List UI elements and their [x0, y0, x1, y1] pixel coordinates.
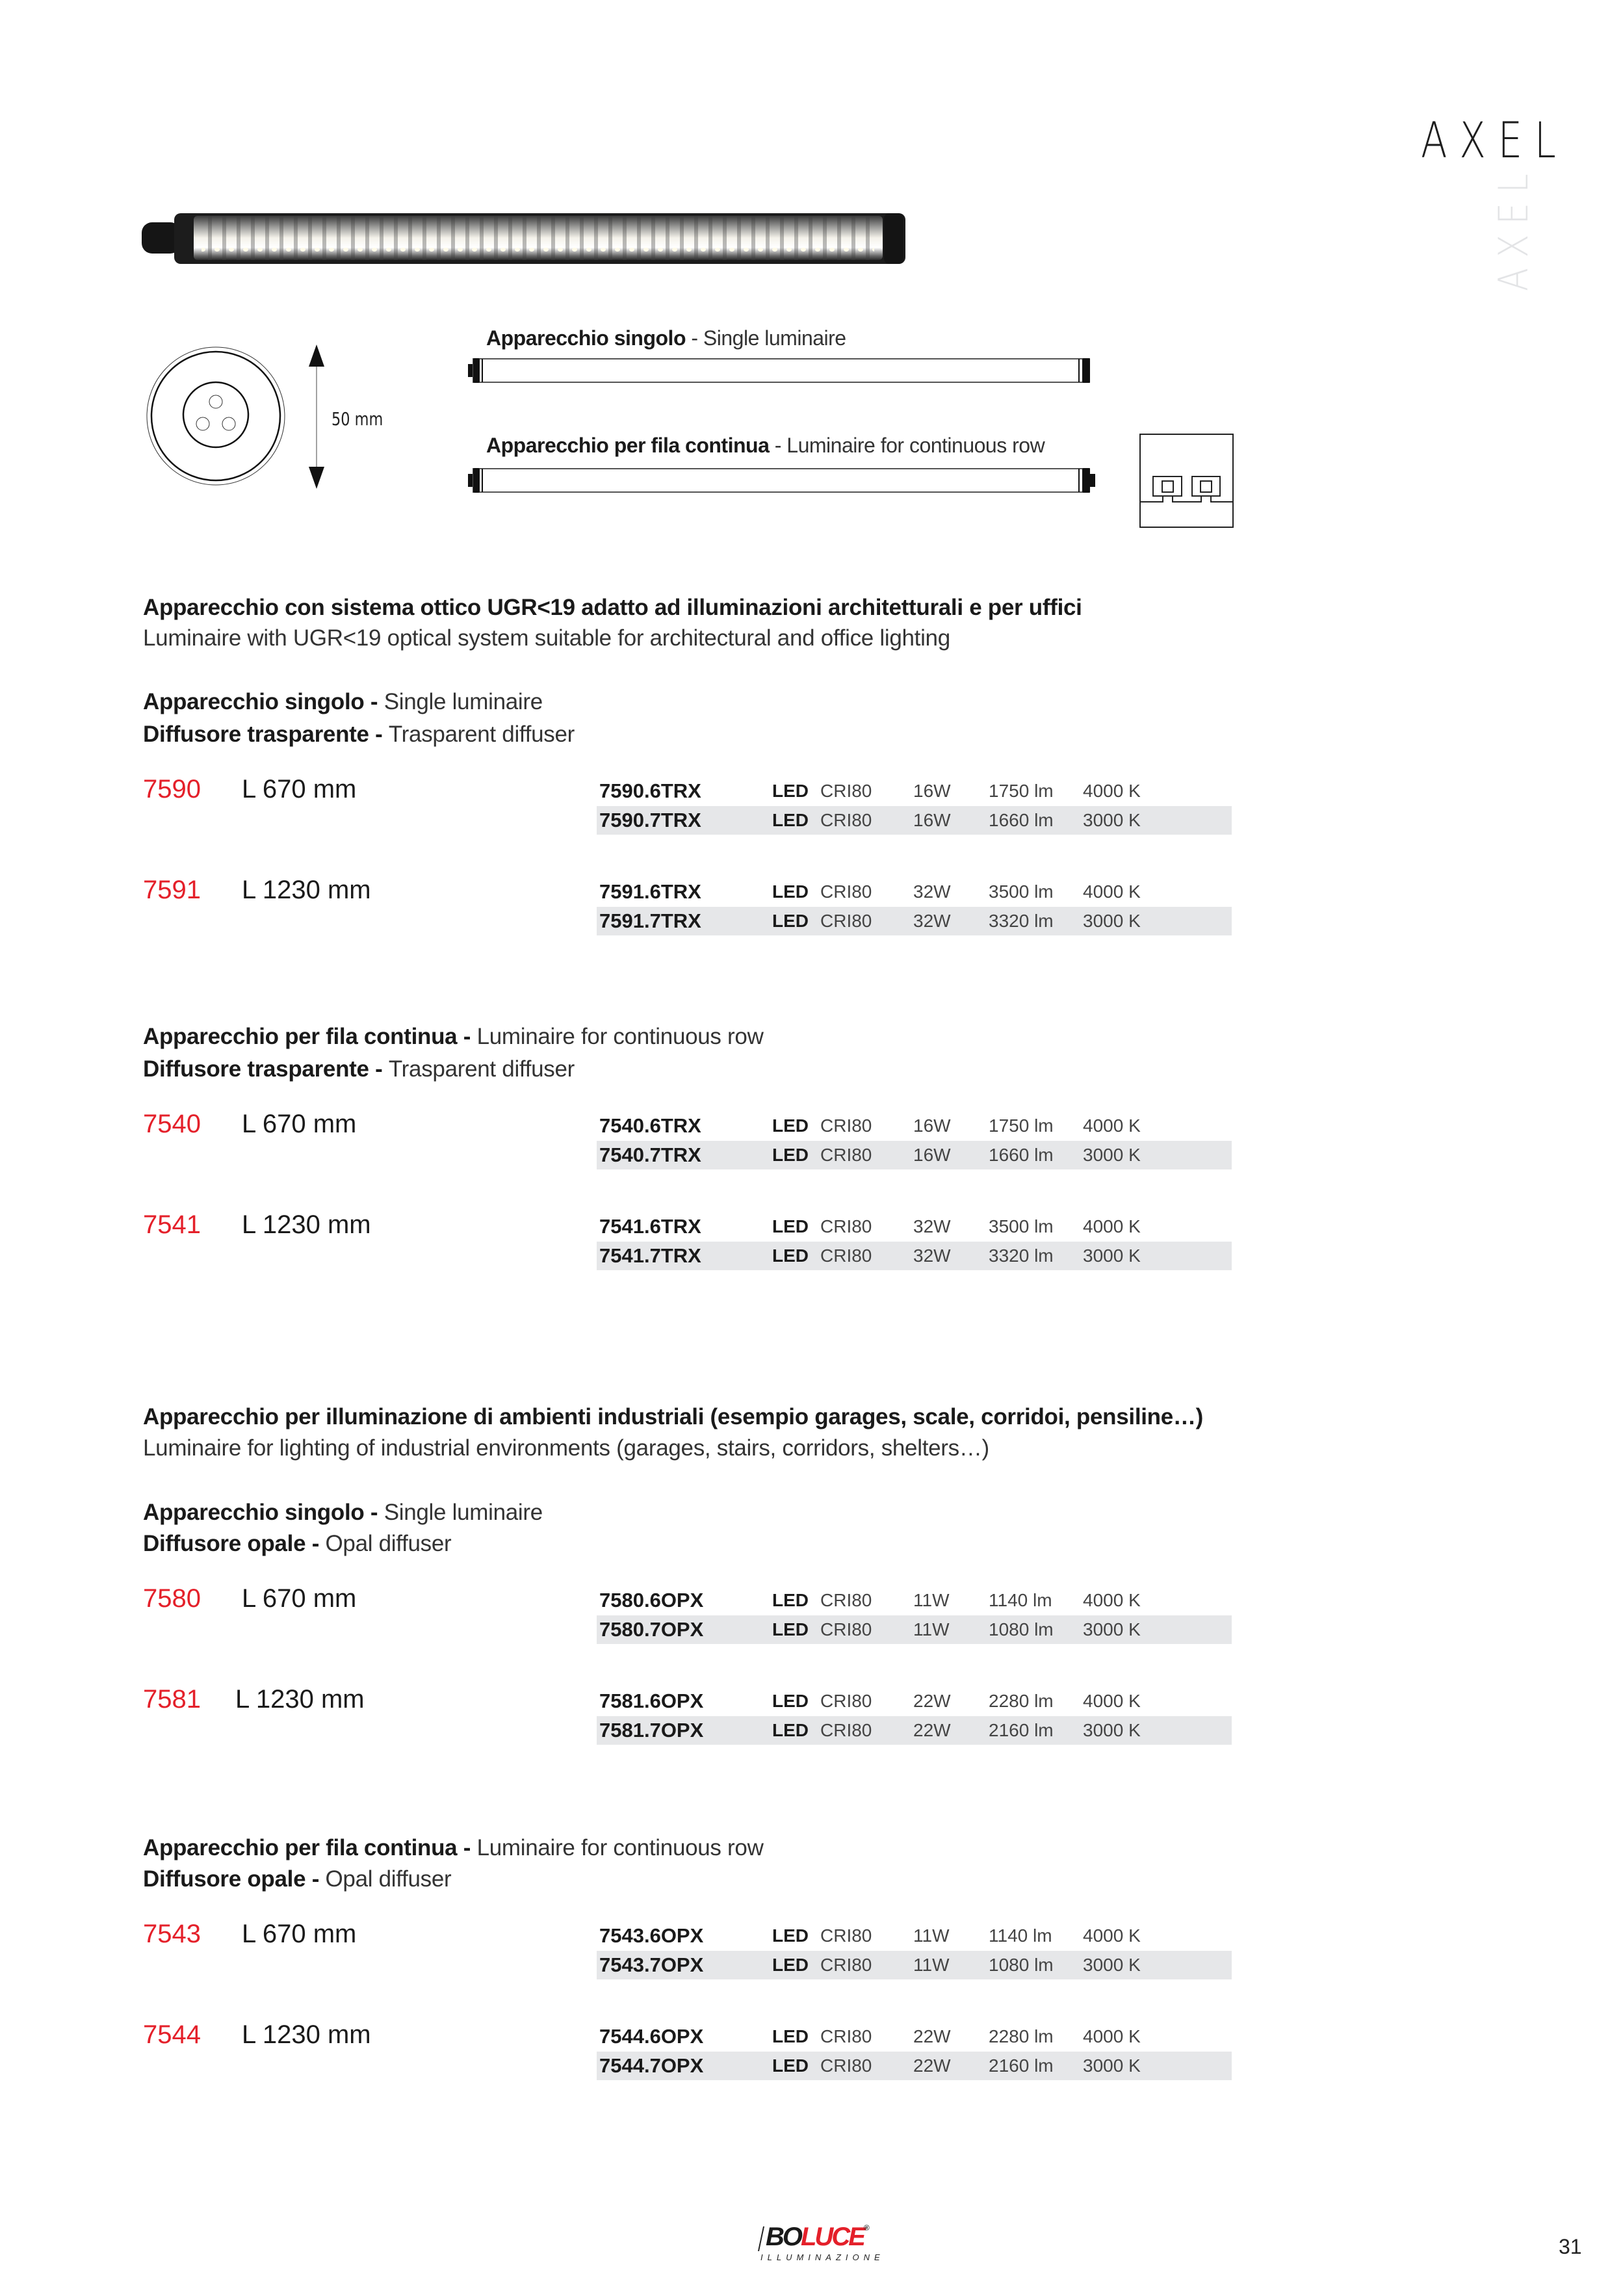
logo-part-bo: BO [766, 2223, 801, 2251]
variant-row [597, 1112, 1232, 1140]
variant-row [597, 2052, 1232, 2080]
variant-cri: CRI80 [820, 1216, 872, 1236]
variant-power: 22W [913, 2055, 951, 2076]
variant-code: 7540.7TRX [599, 1143, 701, 1166]
variant-row [597, 1922, 1232, 1950]
subsection-diffuser: Diffusore opale - Opal diffuser [143, 1531, 452, 1556]
variant-row [597, 806, 1232, 835]
variant-flux: 1080 lm [989, 1955, 1054, 1975]
variant-power: 22W [913, 1691, 951, 1711]
group-1-heading-en: Luminaire with UGR<19 optical system suitable for architectural and office lighting [143, 625, 950, 651]
variant-code: 7590.6TRX [599, 779, 701, 802]
row-connector-icon [1136, 429, 1235, 528]
variant-source: LED [772, 1955, 809, 1975]
variant-cri: CRI80 [820, 911, 872, 931]
variant-cct: 4000 K [1083, 1590, 1141, 1610]
variant-cri: CRI80 [820, 1619, 872, 1639]
variant-source: LED [772, 1246, 809, 1266]
variant-flux: 1660 lm [989, 1145, 1054, 1165]
variant-code: 7580.6OPX [599, 1589, 704, 1611]
variant-source: LED [772, 1145, 809, 1165]
variant-flux: 1080 lm [989, 1619, 1054, 1639]
variant-cri: CRI80 [820, 1955, 872, 1975]
variant-power: 32W [913, 1216, 951, 1236]
variant-cct: 4000 K [1083, 1216, 1141, 1236]
variant-code: 7540.6TRX [599, 1114, 701, 1137]
variant-power: 32W [913, 911, 951, 931]
model-code: 7580 [143, 1584, 201, 1613]
variant-row [597, 1716, 1232, 1745]
variant-cri: CRI80 [820, 2055, 872, 2076]
vertical-title-text: AXEL [1490, 163, 1537, 291]
variant-source: LED [772, 1590, 809, 1610]
variant-power: 16W [913, 1115, 951, 1136]
model-length: L 670 mm [242, 1920, 357, 1948]
group-2-heading-it: Apparecchio per illuminazione di ambienti industriali (esempio garages, scale, corridoi, pensiline…) [143, 1404, 1203, 1429]
variant-source: LED [772, 881, 809, 902]
model-code: 7544 [143, 2020, 201, 2049]
variant-power: 32W [913, 881, 951, 902]
variant-source: LED [772, 1720, 809, 1740]
variant-code: 7544.6OPX [599, 2025, 704, 2048]
variant-flux: 2160 lm [989, 2055, 1054, 2076]
variant-code: 7591.7TRX [599, 909, 701, 932]
variant-power: 16W [913, 810, 951, 830]
variant-flux: 1140 lm [989, 1925, 1052, 1946]
variant-flux: 1140 lm [989, 1590, 1052, 1610]
continuous-label-it: Apparecchio per fila continua [486, 434, 770, 457]
variant-cri: CRI80 [820, 1246, 872, 1266]
logo-tagline: ILLUMINAZIONE [760, 2252, 885, 2262]
logo-wordmark [766, 2224, 870, 2250]
variant-row [597, 1141, 1232, 1169]
variant-code: 7581.7OPX [599, 1719, 704, 1742]
variant-cri: CRI80 [820, 1925, 872, 1946]
variant-cct: 4000 K [1083, 1691, 1141, 1711]
model-length: L 670 mm [242, 775, 357, 803]
variant-cri: CRI80 [820, 1590, 872, 1610]
variant-code: 7591.6TRX [599, 880, 701, 903]
variant-power: 11W [913, 1590, 950, 1610]
variant-cct: 4000 K [1083, 881, 1141, 902]
variant-row [597, 878, 1232, 906]
variant-cri: CRI80 [820, 1691, 872, 1711]
product-family-title: AXEL [1421, 111, 1568, 169]
product-photo [136, 208, 910, 268]
variant-source: LED [772, 1925, 809, 1946]
variant-cct: 3000 K [1083, 1955, 1141, 1975]
variant-cct: 3000 K [1083, 1246, 1141, 1266]
variant-row [597, 1615, 1232, 1644]
cross-section-diagram [143, 343, 289, 489]
variant-flux: 3320 lm [989, 911, 1054, 931]
variant-cri: CRI80 [820, 1115, 872, 1136]
variant-cct: 4000 K [1083, 781, 1141, 801]
variant-cri: CRI80 [820, 810, 872, 830]
variant-flux: 3500 lm [989, 1216, 1054, 1236]
product-family-vertical-title [1490, 163, 1540, 291]
variant-cct: 3000 K [1083, 810, 1141, 830]
variant-source: LED [772, 2055, 809, 2076]
variant-power: 32W [913, 1246, 951, 1266]
variant-flux: 2280 lm [989, 1691, 1054, 1711]
model-length: L 1230 mm [235, 1685, 365, 1714]
variant-source: LED [772, 781, 809, 801]
variant-row [597, 1951, 1232, 1979]
variant-flux: 3320 lm [989, 1246, 1054, 1266]
variant-power: 16W [913, 781, 951, 801]
variant-source: LED [772, 2026, 809, 2046]
logo-part-luce: LUCE [801, 2223, 864, 2251]
variant-power: 11W [913, 1619, 950, 1639]
logo-slash [758, 2226, 764, 2251]
model-length: L 670 mm [242, 1110, 357, 1138]
variant-cct: 3000 K [1083, 1619, 1141, 1639]
brand-logo [760, 2223, 885, 2265]
group-1-heading-it: Apparecchio con sistema ottico UGR<19 adatto ad illuminazioni architetturali e per uffici [143, 595, 1082, 620]
variant-code: 7544.7OPX [599, 2054, 704, 2077]
variant-row [597, 777, 1232, 805]
continuous-row-label [486, 434, 1045, 458]
subsection-type: Apparecchio per fila continua - Luminaire for continuous row [143, 1835, 764, 1860]
variant-code: 7543.6OPX [599, 1924, 704, 1947]
model-code: 7591 [143, 876, 201, 904]
variant-cct: 3000 K [1083, 2055, 1141, 2076]
subsection-type: Apparecchio singolo - Single luminaire [143, 689, 543, 714]
page-number: 31 [1559, 2235, 1582, 2258]
variant-cri: CRI80 [820, 1720, 872, 1740]
variant-flux: 2280 lm [989, 2026, 1054, 2046]
model-code: 7581 [143, 1685, 201, 1714]
variant-flux: 1750 lm [989, 781, 1054, 801]
variant-cct: 3000 K [1083, 1720, 1141, 1740]
variant-flux: 2160 lm [989, 1720, 1054, 1740]
variant-power: 16W [913, 1145, 951, 1165]
model-code: 7540 [143, 1110, 201, 1138]
variant-cri: CRI80 [820, 1145, 872, 1165]
variant-code: 7541.7TRX [599, 1244, 701, 1267]
subsection-type: Apparecchio singolo - Single luminaire [143, 1500, 543, 1525]
variant-cct: 3000 K [1083, 911, 1141, 931]
model-length: L 1230 mm [242, 2020, 371, 2049]
variant-flux: 1660 lm [989, 810, 1054, 830]
variant-cct: 4000 K [1083, 1925, 1141, 1946]
variant-row [597, 1586, 1232, 1615]
model-length: L 1230 mm [242, 1210, 371, 1239]
dimension-arrow-icon [305, 345, 331, 491]
single-label-it: Apparecchio singolo [486, 326, 686, 350]
variant-row [597, 1212, 1232, 1241]
variant-source: LED [772, 911, 809, 931]
variant-source: LED [772, 810, 809, 830]
subsection-diffuser: Diffusore trasparente - Trasparent diffuser [143, 722, 575, 747]
variant-power: 11W [913, 1925, 950, 1946]
variant-cct: 3000 K [1083, 1145, 1141, 1165]
variant-source: LED [772, 1115, 809, 1136]
model-code: 7541 [143, 1210, 201, 1239]
variant-code: 7590.7TRX [599, 809, 701, 831]
variant-code: 7580.7OPX [599, 1618, 704, 1641]
continuous-row-diagram [468, 465, 1108, 497]
variant-flux: 1750 lm [989, 1115, 1054, 1136]
variant-code: 7581.6OPX [599, 1689, 704, 1712]
subsection-type: Apparecchio per fila continua - Luminaire for continuous row [143, 1024, 764, 1049]
group-2-heading-en: Luminaire for lighting of industrial environments (garages, stairs, corridors, shelters…) [143, 1435, 989, 1461]
continuous-label-en: Luminaire for continuous row [786, 434, 1045, 457]
variant-power: 11W [913, 1955, 950, 1975]
variant-cri: CRI80 [820, 781, 872, 801]
single-label-en: Single luminaire [703, 326, 846, 350]
subsection-diffuser: Diffusore opale - Opal diffuser [143, 1866, 452, 1892]
single-luminaire-label [486, 326, 846, 350]
variant-flux: 3500 lm [989, 881, 1054, 902]
variant-cri: CRI80 [820, 2026, 872, 2046]
variant-power: 22W [913, 2026, 951, 2046]
variant-cct: 4000 K [1083, 2026, 1141, 2046]
variant-cri: CRI80 [820, 881, 872, 902]
model-code: 7543 [143, 1920, 201, 1948]
variant-code: 7541.6TRX [599, 1215, 701, 1238]
single-luminaire-diagram [468, 355, 1108, 387]
model-length: L 1230 mm [242, 876, 371, 904]
variant-code: 7543.7OPX [599, 1953, 704, 1976]
separator: - [769, 434, 787, 457]
variant-row [597, 1242, 1232, 1270]
model-length: L 670 mm [242, 1584, 357, 1613]
model-code: 7590 [143, 775, 201, 803]
variant-cct: 4000 K [1083, 1115, 1141, 1136]
variant-row [597, 2022, 1232, 2051]
variant-power: 22W [913, 1720, 951, 1740]
subsection-diffuser: Diffusore trasparente - Trasparent diffuser [143, 1056, 575, 1082]
variant-source: LED [772, 1216, 809, 1236]
variant-source: LED [772, 1691, 809, 1711]
variant-row [597, 1687, 1232, 1715]
diameter-label: 50 mm [331, 408, 383, 430]
registered-icon: ® [863, 2223, 870, 2232]
separator: - [685, 326, 703, 350]
variant-source: LED [772, 1619, 809, 1639]
variant-row [597, 907, 1232, 935]
